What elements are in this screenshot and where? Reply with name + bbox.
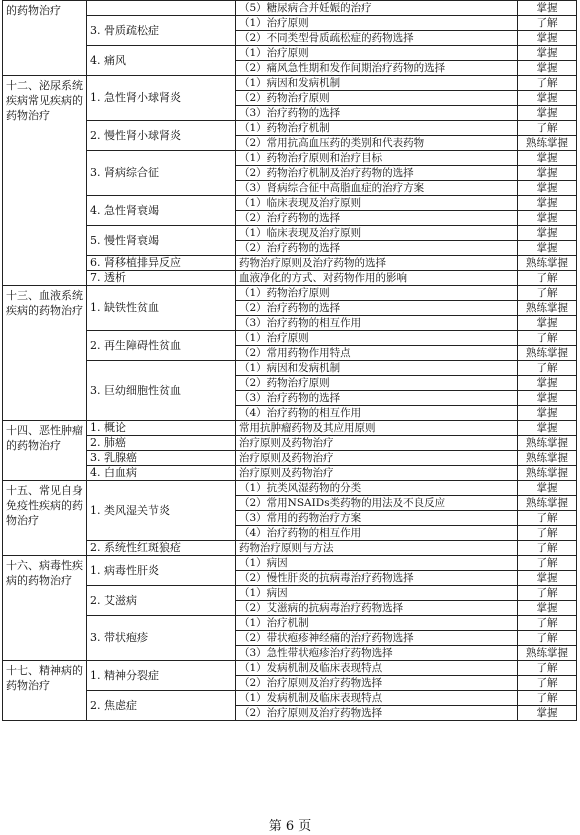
requirement-cell: 了解 (518, 121, 577, 136)
point-cell: （2）带状疱疹神经痛的治疗药物选择 (236, 631, 518, 646)
unit-cell: 1. 急性肾小球肾炎 (87, 76, 236, 121)
unit-cell: 3. 带状疱疹 (87, 616, 236, 661)
requirement-cell: 掌握 (518, 196, 577, 211)
requirement-cell: 了解 (518, 331, 577, 346)
unit-cell: 4. 急性肾衰竭 (87, 196, 236, 226)
unit-cell: 7. 透析 (87, 271, 236, 286)
chapter-cell: 的药物治疗 (3, 1, 87, 76)
unit-cell: 1. 精神分裂症 (87, 661, 236, 691)
table-row (3, 466, 577, 481)
page-number: 第 6 页 (268, 819, 312, 834)
table-row (3, 586, 577, 601)
point-cell: （2）药物治疗机制及治疗药物的选择 (236, 166, 518, 181)
requirement-cell: 掌握 (518, 391, 577, 406)
requirement-cell: 掌握 (518, 61, 577, 76)
point-cell: （3）治疗药物的选择 (236, 391, 518, 406)
point-cell: （2）治疗药物的选择 (236, 301, 518, 316)
requirement-cell: 熟练掌握 (518, 256, 577, 271)
requirement-cell: 熟练掌握 (518, 436, 577, 451)
requirement-cell: 了解 (518, 616, 577, 631)
table-row (3, 556, 577, 571)
point-cell: （2）常用抗高血压药的类别和代表药物 (236, 136, 518, 151)
requirement-cell: 了解 (518, 286, 577, 301)
point-cell: （5）糖尿病合并妊娠的治疗 (236, 1, 518, 16)
point-cell: （1）治疗原则 (236, 46, 518, 61)
requirement-cell: 掌握 (518, 601, 577, 616)
requirement-cell: 了解 (518, 76, 577, 91)
requirement-cell: 掌握 (518, 226, 577, 241)
table-row (3, 121, 577, 136)
unit-cell: 4. 白血病 (87, 466, 236, 481)
point-cell: （1）药物治疗原则和治疗目标 (236, 151, 518, 166)
point-cell: （1）发病机制及临床表现特点 (236, 691, 518, 706)
point-cell: （2）艾滋病的抗病毒治疗药物选择 (236, 601, 518, 616)
requirement-cell: 了解 (518, 511, 577, 526)
table-row (3, 616, 577, 631)
point-cell: （4）治疗药物的相互作用 (236, 406, 518, 421)
point-cell: 药物治疗原则及治疗药物的选择 (236, 256, 518, 271)
unit-cell: 2. 焦虑症 (87, 691, 236, 721)
point-cell: （2）药物治疗原则 (236, 91, 518, 106)
table-row (3, 226, 577, 241)
requirement-cell: 了解 (518, 526, 577, 541)
requirement-cell: 掌握 (518, 166, 577, 181)
requirement-cell: 了解 (518, 661, 577, 676)
requirement-cell: 了解 (518, 361, 577, 376)
requirement-cell: 了解 (518, 541, 577, 556)
table-row (3, 481, 577, 496)
requirement-cell: 熟练掌握 (518, 646, 577, 661)
table-row (3, 196, 577, 211)
unit-cell: 3. 骨质疏松症 (87, 16, 236, 46)
point-cell: （1）抗类风湿药物的分类 (236, 481, 518, 496)
requirement-cell: 了解 (518, 631, 577, 646)
table-row (3, 421, 577, 436)
point-cell: （2）痛风急性期和发作间期治疗药物的选择 (236, 61, 518, 76)
unit-cell: 3. 巨幼细胞性贫血 (87, 361, 236, 421)
unit-cell: 3. 肾病综合征 (87, 151, 236, 196)
table-row (3, 256, 577, 271)
requirement-cell: 了解 (518, 16, 577, 31)
point-cell: （1）病因和发病机制 (236, 361, 518, 376)
requirement-cell: 熟练掌握 (518, 301, 577, 316)
unit-cell: 2. 系统性红斑狼疮 (87, 541, 236, 556)
chapter-cell: 十三、血液系统疾病的药物治疗 (3, 286, 87, 421)
point-cell: 药物治疗原则与方法 (236, 541, 518, 556)
point-cell: （3）常用的药物治疗方案 (236, 511, 518, 526)
requirement-cell: 掌握 (518, 106, 577, 121)
requirement-cell: 掌握 (518, 211, 577, 226)
point-cell: （1）临床表现及治疗原则 (236, 226, 518, 241)
requirement-cell: 掌握 (518, 376, 577, 391)
unit-cell (87, 1, 236, 16)
requirement-cell: 掌握 (518, 46, 577, 61)
point-cell: （1）病因 (236, 586, 518, 601)
point-cell: （3）肾病综合征中高脂血症的治疗方案 (236, 181, 518, 196)
unit-cell: 2. 再生障碍性贫血 (87, 331, 236, 361)
point-cell: （2）常用NSAIDs类药物的用法及不良反应 (236, 496, 518, 511)
requirement-cell: 掌握 (518, 406, 577, 421)
requirement-cell: 掌握 (518, 151, 577, 166)
requirement-cell: 熟练掌握 (518, 346, 577, 361)
table-row (3, 271, 577, 286)
table-row (3, 436, 577, 451)
requirement-cell: 掌握 (518, 571, 577, 586)
unit-cell: 2. 艾滋病 (87, 586, 236, 616)
point-cell: （3）治疗药物的相互作用 (236, 316, 518, 331)
requirement-cell: 熟练掌握 (518, 466, 577, 481)
point-cell: （3）治疗药物的选择 (236, 106, 518, 121)
point-cell: 治疗原则及药物治疗 (236, 436, 518, 451)
requirement-cell: 掌握 (518, 481, 577, 496)
point-cell: （2）治疗药物的选择 (236, 241, 518, 256)
point-cell: （2）不同类型骨质疏松症的药物选择 (236, 31, 518, 46)
point-cell: （2）治疗原则及治疗药物选择 (236, 706, 518, 721)
unit-cell: 6. 肾移植排异反应 (87, 256, 236, 271)
table-row (3, 661, 577, 676)
unit-cell: 1. 缺铁性贫血 (87, 286, 236, 331)
table-row (3, 1, 577, 16)
unit-cell: 1. 病毒性肝炎 (87, 556, 236, 586)
point-cell: （3）急性带状疱疹治疗药物选择 (236, 646, 518, 661)
requirement-cell: 熟练掌握 (518, 451, 577, 466)
point-cell: （2）治疗原则及治疗药物选择 (236, 676, 518, 691)
requirement-cell: 熟练掌握 (518, 136, 577, 151)
requirement-cell: 掌握 (518, 31, 577, 46)
point-cell: （2）治疗药物的选择 (236, 211, 518, 226)
point-cell: （1）发病机制及临床表现特点 (236, 661, 518, 676)
requirement-cell: 了解 (518, 691, 577, 706)
unit-cell: 5. 慢性肾衰竭 (87, 226, 236, 256)
point-cell: 治疗原则及药物治疗 (236, 466, 518, 481)
requirement-cell: 了解 (518, 271, 577, 286)
point-cell: （1）治疗原则 (236, 331, 518, 346)
table-row (3, 46, 577, 61)
chapter-cell: 十七、精神病的药物治疗 (3, 661, 87, 721)
point-cell: 治疗原则及药物治疗 (236, 451, 518, 466)
point-cell: （2）常用药物作用特点 (236, 346, 518, 361)
requirement-cell: 掌握 (518, 181, 577, 196)
requirement-cell: 掌握 (518, 316, 577, 331)
point-cell: 常用抗肿瘤药物及其应用原则 (236, 421, 518, 436)
unit-cell: 3. 乳腺癌 (87, 451, 236, 466)
point-cell: 血液净化的方式、对药物作用的影响 (236, 271, 518, 286)
table-row (3, 151, 577, 166)
point-cell: （1）病因 (236, 556, 518, 571)
table-row (3, 451, 577, 466)
requirement-cell: 掌握 (518, 91, 577, 106)
requirement-cell: 了解 (518, 586, 577, 601)
table-row (3, 361, 577, 376)
requirement-cell: 了解 (518, 556, 577, 571)
chapter-cell: 十六、病毒性疾病的药物治疗 (3, 556, 87, 661)
unit-cell: 1. 类风湿关节炎 (87, 481, 236, 541)
table-row (3, 76, 577, 91)
point-cell: （1）治疗原则 (236, 16, 518, 31)
syllabus-table (2, 0, 577, 721)
table-row (3, 286, 577, 301)
chapter-cell: 十四、恶性肿瘤的药物治疗 (3, 421, 87, 481)
unit-cell: 2. 慢性肾小球肾炎 (87, 121, 236, 151)
point-cell: （1）临床表现及治疗原则 (236, 196, 518, 211)
requirement-cell: 掌握 (518, 1, 577, 16)
point-cell: （1）病因和发病机制 (236, 76, 518, 91)
table-row (3, 541, 577, 556)
table-row (3, 16, 577, 31)
requirement-cell: 熟练掌握 (518, 496, 577, 511)
point-cell: （1）药物治疗机制 (236, 121, 518, 136)
table-row (3, 691, 577, 706)
unit-cell: 2. 肺癌 (87, 436, 236, 451)
chapter-cell: 十二、泌尿系统疾病常见疾病的药物治疗 (3, 76, 87, 286)
requirement-cell: 了解 (518, 676, 577, 691)
unit-cell: 4. 痛风 (87, 46, 236, 76)
point-cell: （2）药物治疗原则 (236, 376, 518, 391)
table-row (3, 331, 577, 346)
requirement-cell: 掌握 (518, 421, 577, 436)
requirement-cell: 掌握 (518, 241, 577, 256)
chapter-cell: 十五、常见自身免疫性疾病的药物治疗 (3, 481, 87, 556)
unit-cell: 1. 概论 (87, 421, 236, 436)
point-cell: （1）药物治疗原则 (236, 286, 518, 301)
requirement-cell: 掌握 (518, 706, 577, 721)
point-cell: （2）慢性肝炎的抗病毒治疗药物选择 (236, 571, 518, 586)
point-cell: （4）治疗药物的相互作用 (236, 526, 518, 541)
point-cell: （1）治疗机制 (236, 616, 518, 631)
